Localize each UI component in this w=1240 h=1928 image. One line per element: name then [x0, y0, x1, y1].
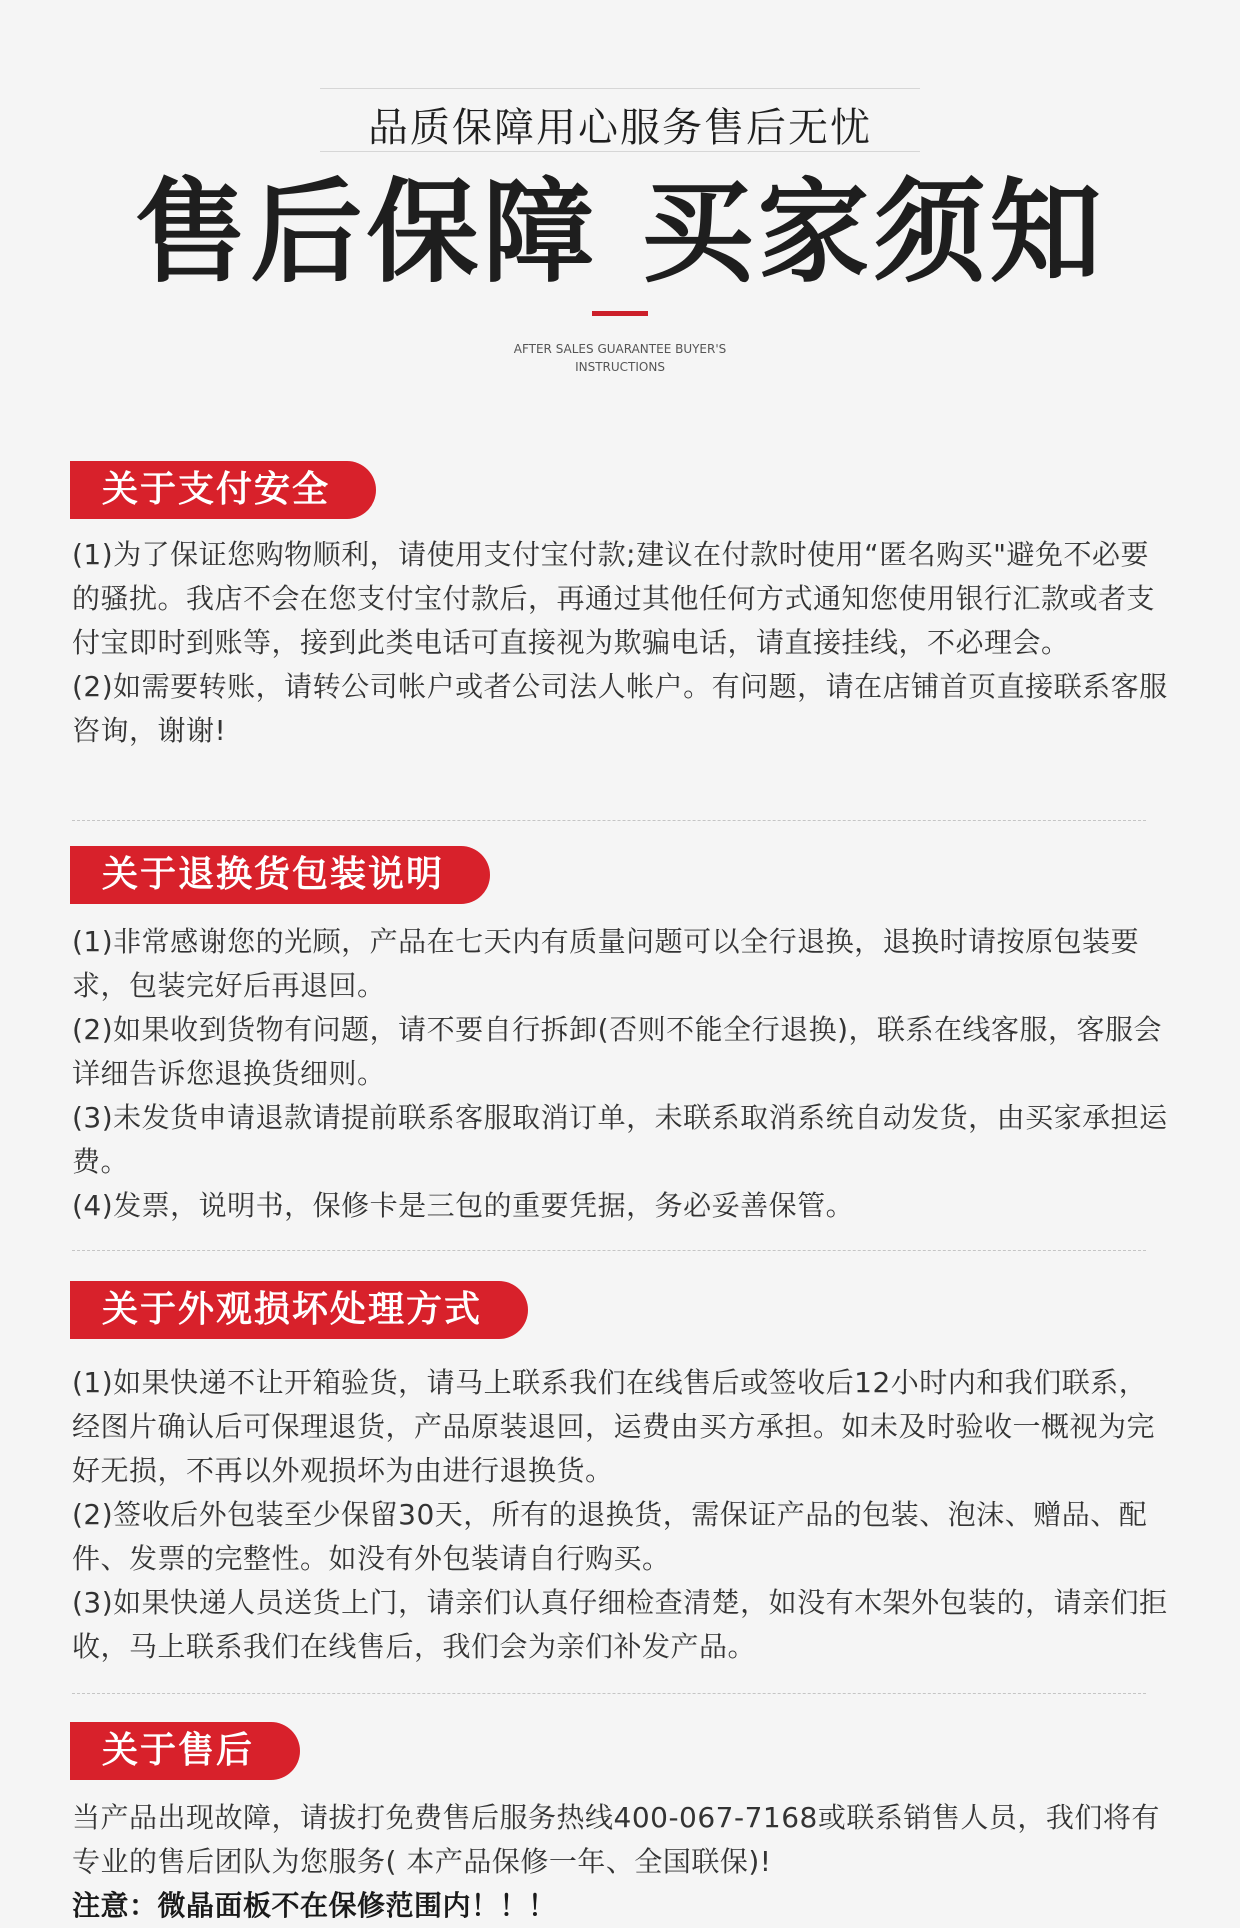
- paragraph: 当产品出现故障，请拔打免费售后服务热线400-067-7168或联系销售人员，我们将有专业的售后团队为您服务( 本产品保修一年、全国联保)!: [72, 1801, 1160, 1878]
- section-body: [72, 920, 1172, 1228]
- section-title-tag: 关于外观损坏处理方式: [70, 1281, 528, 1339]
- top-divider-line: [320, 88, 920, 89]
- section-body: [72, 533, 1172, 753]
- paragraph: (1)非常感谢您的光顾，产品在七天内有质量问题可以全行退换，退换时请按原包装要求，包装完好后再退回。: [72, 925, 1140, 1002]
- paragraph: (4)发票，说明书，保修卡是三包的重要凭据，务必妥善保管。: [72, 1189, 855, 1222]
- page-title: 售后保障 买家须知: [134, 168, 1106, 298]
- section-title-tag: 关于支付安全: [70, 461, 376, 519]
- accent-bar: [592, 311, 648, 316]
- section-body: [72, 1361, 1172, 1669]
- paragraph: (3)如果快递人员送货上门，请亲们认真仔细检查清楚，如没有木架外包装的，请亲们拒收，马上联系我们在线售后，我们会为亲们补发产品。: [72, 1586, 1168, 1663]
- slogan-divider-line: [320, 151, 920, 152]
- page-header: [0, 0, 1240, 400]
- slogan: 品质保障用心服务售后无忧: [368, 105, 872, 151]
- english-subtitle-line-1: AFTER SALES GUARANTEE BUYER'S: [513, 342, 727, 356]
- paragraph: (2)如需要转账，请转公司帐户或者公司法人帐户。有问题，请在店铺首页直接联系客服咨询，谢谢!: [72, 670, 1168, 747]
- section-divider: [72, 1693, 1146, 1694]
- warning-note: 注意：微晶面板不在保修范围内！！！: [72, 1889, 557, 1922]
- paragraph: (2)签收后外包装至少保留30天，所有的退换货，需保证产品的包装、泡沫、赠品、配件、发票的完整性。如没有外包装请自行购买。: [72, 1498, 1148, 1575]
- english-subtitle-line-2: INSTRUCTIONS: [575, 360, 665, 374]
- section-divider: [72, 820, 1146, 821]
- section-title-tag: 关于退换货包装说明: [70, 846, 490, 904]
- paragraph: (2)如果收到货物有问题，请不要自行拆卸(否则不能全行退换)，联系在线客服，客服会详细告诉您退换货细则。: [72, 1013, 1163, 1090]
- section-divider: [72, 1250, 1146, 1251]
- english-subtitle: [470, 340, 770, 376]
- paragraph: (1)如果快递不让开箱验货，请马上联系我们在线售后或签收后12小时内和我们联系，经图片确认后可保理退货，产品原装退回，运费由买方承担。如未及时验收一概视为完好无损，不再以外观损坏为由进行退换货。: [72, 1366, 1156, 1487]
- section-title-tag: 关于售后: [70, 1722, 300, 1780]
- paragraph: (3)未发货申请退款请提前联系客服取消订单，未联系取消系统自动发货，由买家承担运费。: [72, 1101, 1168, 1178]
- paragraph: (1)为了保证您购物顺利，请使用支付宝付款;建议在付款时使用“匿名购买"避免不必要的骚扰。我店不会在您支付宝付款后，再通过其他任何方式通知您使用银行汇款或者支付宝即时到账等，接到此类电话可直接视为欺骗电话，请直接挂线，不必理会。: [72, 538, 1156, 659]
- section-body: [72, 1796, 1172, 1928]
